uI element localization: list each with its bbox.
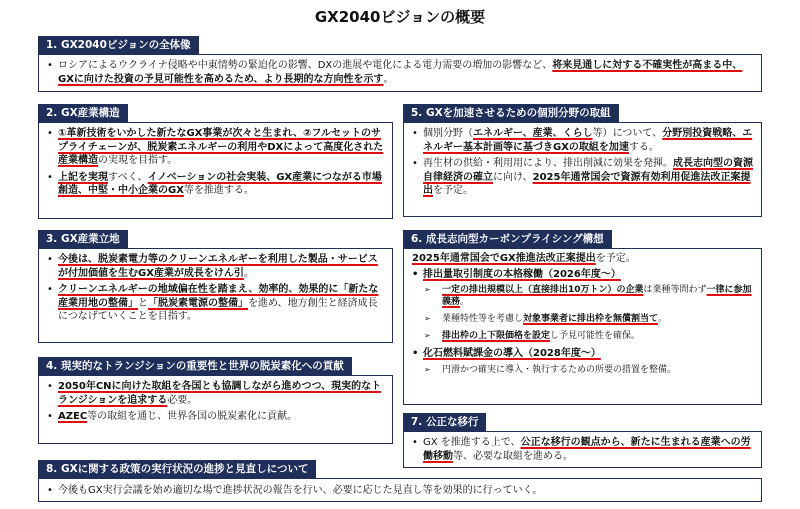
bullet-item: • GX を推進する上で、公正な移行の観点から、新たに生まれる産業への労働移動等、必要な取組を進める。 — [412, 436, 753, 463]
bullet-item: • 排出量取引制度の本格稼働（2026年度～） — [412, 268, 753, 282]
sub-item: ➢ 排出枠の上下限価格を設定し予見可能性を確保。 — [412, 330, 753, 342]
section-header: 5. GXを加速させるための個別分野の取組 — [403, 104, 619, 122]
section-body — [38, 248, 393, 343]
bullet-item: • 上記を実現すべく、イノベーションの社会実装、GX産業につながる市場創造、中堅・中小企業のGX等を推進する。 — [47, 171, 384, 198]
section-gx-industry-location — [38, 230, 393, 343]
bullet-item: • AZEC等の取組を通じ、世界各国の脱炭素化に貢献。 — [47, 410, 384, 424]
bullet-item: • ロシアによるウクライナ侵略や中東情勢の緊迫化の影響、DXの進展や電化による電力需要の増加の影響など、将来見通しに対する不確実性が高まる中、GXに向けた投資の予見可能性を高めるため、より長期的な方向性を示す。 — [47, 59, 753, 86]
bullet-item: • 今後もGX実行会議を始め適切な場で進捗状況の報告を行い、必要に応じた見直し等を効果的に行っていく。 — [47, 484, 753, 498]
section-header: 8. GXに関する政策の実行状況の進捗と見直しについて — [38, 460, 316, 478]
bullet-item: • ①革新技術をいかした新たなGX事業が次々と生まれ、②フルセットのサプライチェーンが、脱炭素エネルギーの利用やDXによって高度化された産業構造の実現を目指す。 — [47, 127, 384, 168]
section-header: 6. 成長志向型カーボンプライシング構想 — [403, 230, 612, 248]
section-body — [38, 478, 762, 502]
section-individual-fields — [403, 104, 762, 217]
section-header: 4. 現実的なトランジションの重要性と世界の脱炭素化への貢献 — [38, 357, 352, 375]
section-gx-industry-structure — [38, 104, 393, 219]
section-header: 2. GX産業構造 — [38, 104, 128, 122]
section-header: 7. 公正な移行 — [403, 413, 486, 431]
section-overview — [38, 36, 762, 92]
bullet-item: • 今後は、脱炭素電力等のクリーンエネルギーを利用した製品・サービスが付加価値を生むGX産業が成長をけん引。 — [47, 253, 384, 280]
bullet-item: • 2050年CNに向けた取組を各国とも協調しながら進めつつ、現実的なトランジションを追求する必要。 — [47, 380, 384, 407]
section-policy-review — [38, 460, 762, 502]
sub-item: ➢ 業種特性等を考慮し対象事業者に排出枠を無償割当て。 — [412, 313, 753, 325]
section-body — [38, 122, 393, 219]
lead-text: 2025年通常国会でGX推進法改正案提出を予定。 — [412, 253, 636, 264]
section-header: 3. GX産業立地 — [38, 230, 128, 248]
section-body — [403, 248, 762, 405]
section-body — [403, 122, 762, 217]
section-header: 1. GX2040ビジョンの全体像 — [38, 36, 199, 54]
section-realistic-transition — [38, 357, 393, 444]
page-title: GX2040ビジョンの概要 — [314, 8, 486, 26]
section-body — [38, 54, 762, 92]
bullet-item: • 化石燃料賦課金の導入（2028年度～） — [412, 347, 753, 361]
sub-item: ➢ 一定の排出規模以上（直接排出10万トン）の企業は業種等問わず一律に参加義務。 — [412, 284, 753, 308]
bullet-item: • 個別分野（エネルギー、産業、くらし等）について、分野別投資戦略、エネルギー基本計画等に基づきGXの取組を加速する。 — [412, 127, 753, 154]
sub-item: ➢ 円滑かつ確実に導入・執行するための所要の措置を整備。 — [412, 364, 753, 376]
section-carbon-pricing — [403, 230, 762, 405]
bullet-item: • クリーンエネルギーの地域偏在性を踏まえ、効率的、効果的に「新たな産業用地の整備」と「脱炭素電源の整備」を進め、地方創生と経済成長につなげていくことを目指す。 — [47, 283, 384, 324]
section-body — [38, 375, 393, 444]
bullet-item: • 再生材の供給・利用用により、排出削減に効果を発揮。成長志向型の資源自律経済の確立に向け、2025年通常国会で資源有効利用促進法改正案提出を予定。 — [412, 157, 753, 198]
